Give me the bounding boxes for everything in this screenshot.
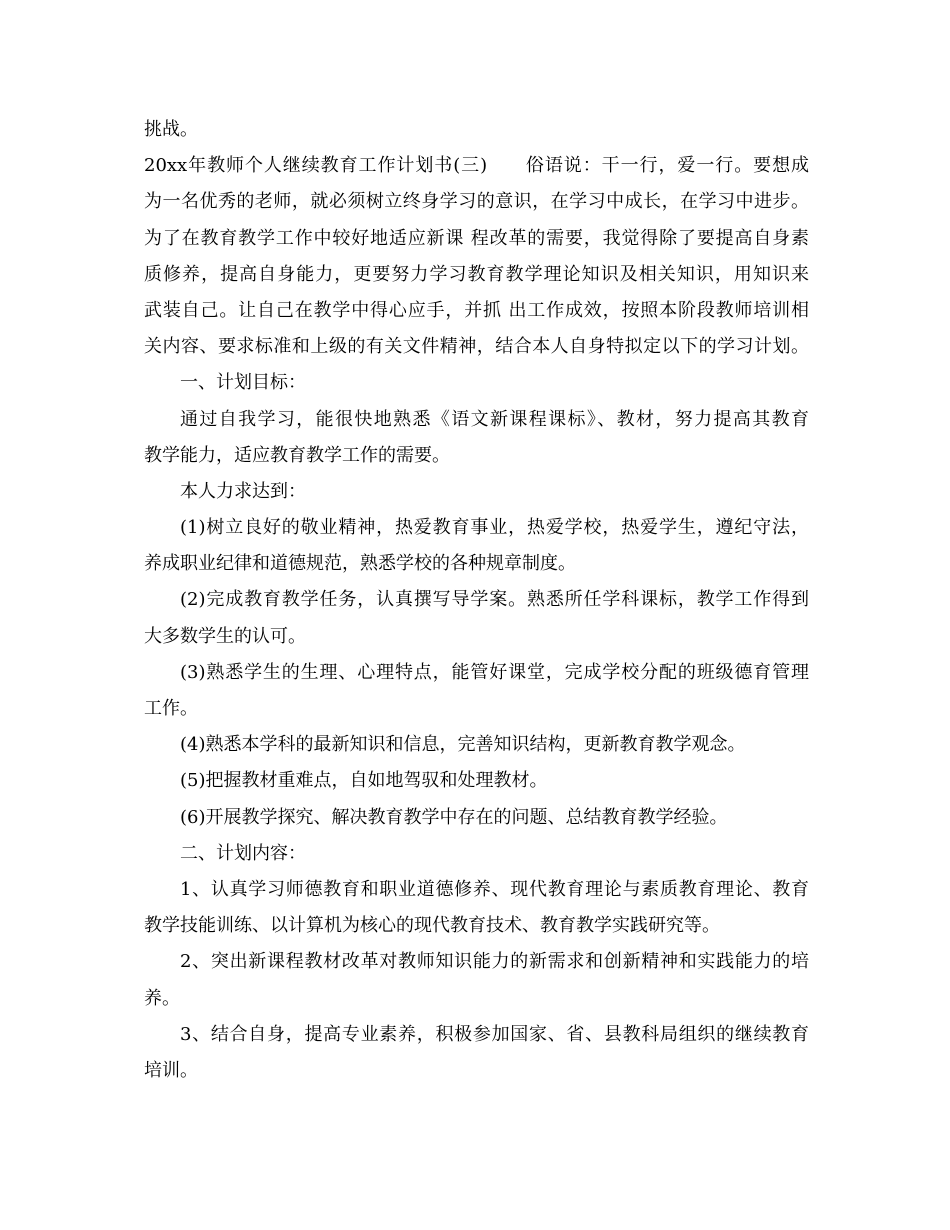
text-line: 3、结合自身，提高专业素养，积极参加国家、省、县教科局组织的继续教育 <box>180 1023 809 1045</box>
text-line: 20xx年教师个人继续教育工作计划书(三) 俗语说：干一行，爱一行。要想成 <box>144 155 809 177</box>
text-line: 质修养，提高自身能力，更要努力学习教育教学理论知识及相关知识，用知识来 <box>144 263 809 285</box>
text-line: (4)熟悉本学科的最新知识和信息，完善知识结构，更新教育教学观念。 <box>180 734 746 756</box>
text-line: (6)开展教学探究、解决教育教学中存在的问题、总结教育教学经验。 <box>180 806 728 828</box>
text-line: 一、计划目标： <box>180 372 306 394</box>
text-line: 关内容、要求标准和上级的有关文件精神，结合本人自身特拟定以下的学习计划。 <box>144 336 809 358</box>
text-line: (2)完成教育教学任务，认真撰写导学案。熟悉所任学科课标，教学工作得到 <box>180 589 809 611</box>
text-line: 养成职业纪律和道德规范，熟悉学校的各种规章制度。 <box>144 553 576 575</box>
text-line: 武装自己。让自己在教学中得心应手，并抓 出工作成效，按照本阶段教师培训相 <box>144 299 809 321</box>
text-line: (3)熟悉学生的生理、心理特点，能管好课堂，完成学校分配的班级德育管理 <box>180 661 809 683</box>
text-line: 1、认真学习师德教育和职业道德修养、现代教育理论与素质教育理论、教育 <box>180 878 809 900</box>
document-page <box>144 112 809 1089</box>
text-line: 工作。 <box>144 698 198 719</box>
text-line: 大多数学生的认可。 <box>144 625 306 647</box>
text-line: 培训。 <box>144 1059 198 1081</box>
text-line: 本人力求达到： <box>180 480 306 502</box>
text-line: 教学技能训练、以计算机为核心的现代教育技术、教育教学实践研究等。 <box>144 915 720 937</box>
text-line: 2、突出新课程教材改革对教师知识能力的新需求和创新精神和实践能力的培 <box>180 951 809 973</box>
text-line: 挑战。 <box>144 119 198 140</box>
text-line: 教学能力，适应教育教学工作的需要。 <box>144 444 450 466</box>
text-line: 二、计划内容： <box>180 842 306 864</box>
text-line: (1)树立良好的敬业精神，热爱教育事业，热爱学校，热爱学生，遵纪守法， <box>180 517 809 539</box>
text-line: 通过自我学习，能很快地熟悉《语文新课程课标》、教材，努力提高其教育 <box>180 408 809 430</box>
text-line: 为一名优秀的老师，就必须树立终身学习的意识，在学习中成长，在学习中进步。 <box>144 191 809 213</box>
text-line: 养。 <box>144 987 180 1009</box>
text-line: (5)把握教材重难点，自如地驾驭和处理教材。 <box>180 770 548 792</box>
text-line: 为了在教育教学工作中较好地适应新课 程改革的需要，我觉得除了要提高自身素 <box>144 227 809 249</box>
